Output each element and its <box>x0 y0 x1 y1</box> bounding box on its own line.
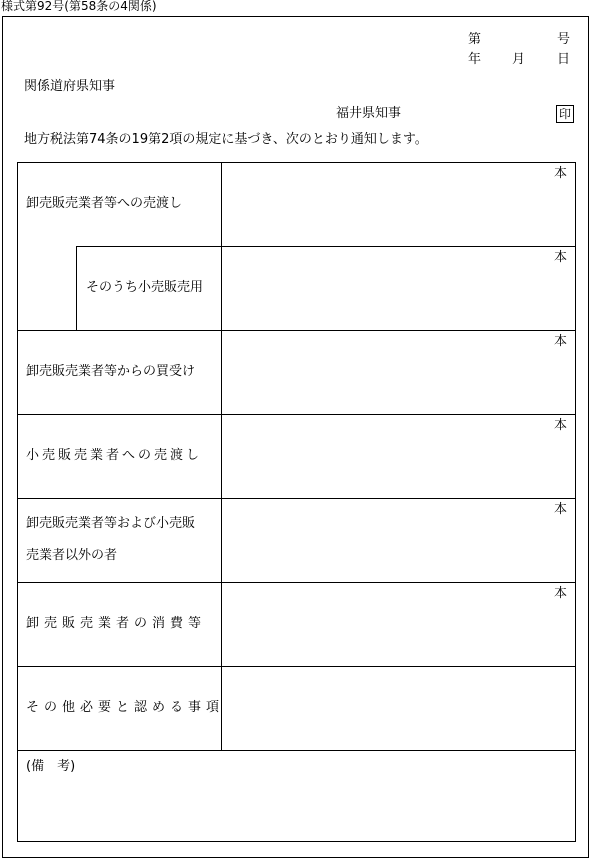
row-label-wholesale-purchases: 卸売販売業者等からの買受け <box>26 364 196 379</box>
subrow-divider <box>76 246 77 330</box>
unit-label: 本 <box>553 250 567 265</box>
row-label-retail-sales: 小売販売業者への売渡し <box>26 448 203 463</box>
unit-label: 本 <box>553 586 567 601</box>
unit-label: 本 <box>553 334 567 349</box>
row-label-other-matters: その他必要と認める事項 <box>26 700 225 715</box>
row-line <box>76 246 576 247</box>
unit-label: 本 <box>553 418 567 433</box>
row-label-others-line1: 卸売販売業者等および小売販 <box>26 516 196 531</box>
form-label: 様式第92号(第58条の4関係) <box>1 0 157 13</box>
row-line <box>18 582 575 583</box>
unit-label: 本 <box>553 166 567 181</box>
year-label: 年 <box>468 52 482 67</box>
sender-name: 福井県知事 <box>336 106 402 121</box>
row-label-consumption: 卸売販売業者の消費等 <box>26 616 207 631</box>
month-label: 月 <box>512 52 526 67</box>
row-label-retail-portion: そのうち小売販売用 <box>86 280 204 295</box>
addressee: 関係道府県知事 <box>24 79 116 94</box>
remarks-label: (備 考) <box>26 759 76 774</box>
row-line <box>18 498 575 499</box>
report-table <box>17 162 576 842</box>
number-suffix: 号 <box>557 32 571 47</box>
day-label: 日 <box>557 52 571 67</box>
row-line <box>18 414 575 415</box>
column-divider <box>221 163 222 750</box>
row-label-others-line2: 売業者以外の者 <box>26 548 118 563</box>
number-prefix: 第 <box>468 32 482 47</box>
row-line <box>18 750 575 751</box>
seal-stamp: 印 <box>556 105 574 123</box>
unit-label: 本 <box>553 502 567 517</box>
row-line <box>18 330 575 331</box>
statement: 地方税法第74条の19第2項の規定に基づき、次のとおり通知します。 <box>24 132 428 147</box>
row-label-wholesale-sales: 卸売販売業者等への売渡し <box>26 196 183 211</box>
row-line <box>18 666 575 667</box>
